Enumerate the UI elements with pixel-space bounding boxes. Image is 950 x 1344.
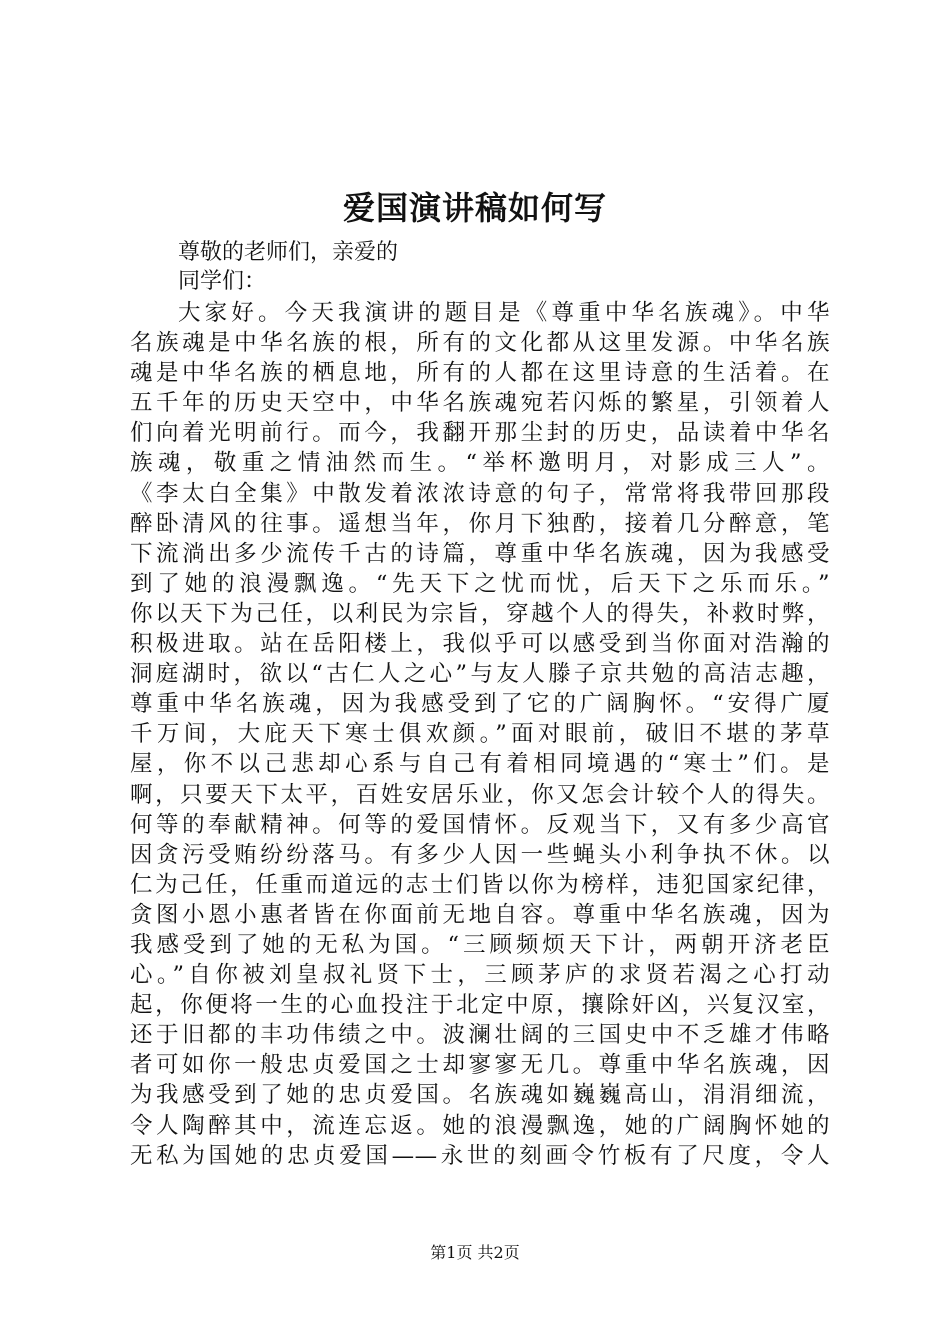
body-line: 《李太白全集》中散发着浓浓诗意的句子，常常将我带回那段 xyxy=(130,480,830,507)
body-line: 醉卧清风的往事。遥想当年，你月下独酌，接着几分醉意，笔 xyxy=(130,510,830,537)
body-line: 魂是中华名族的栖息地，所有的人都在这里诗意的生活着。在 xyxy=(130,360,830,387)
body-line: 啊，只要天下太平，百姓安居乐业，你又怎会计较个人的得失。 xyxy=(130,781,830,808)
body-line: 下流淌出多少流传千古的诗篇，尊重中华名族魂，因为我感受 xyxy=(130,540,830,567)
body-line: 屋，你不以己悲却心系与自己有着相同境遇的“寒士”们。是 xyxy=(130,751,830,778)
body-line: 起，你便将一生的心血投注于北定中原，攘除奸凶，兴复汉室， xyxy=(130,992,830,1019)
body-line: 何等的奉献精神。何等的爱国情怀。反观当下，又有多少高官 xyxy=(130,811,830,838)
body-line: 还于旧都的丰功伟绩之中。波澜壮阔的三国史中不乏雄才伟略 xyxy=(130,1022,830,1049)
greeting-line-2: 同学们： xyxy=(178,269,267,294)
body-line: 洞庭湖时，欲以“古仁人之心”与友人滕子京共勉的高洁志趣， xyxy=(130,661,830,688)
document-title: 爱国演讲稿如何写 xyxy=(342,189,607,227)
body-line: 们向着光明前行。而今，我翻开那尘封的历史，品读着中华名 xyxy=(130,420,830,447)
body-line: 因贪污受贿纷纷落马。有多少人因一些蝇头小利争执不休。以 xyxy=(130,841,830,868)
body-line: 令人陶醉其中，流连忘返。她的浪漫飘逸，她的广阔胸怀她的 xyxy=(130,1112,830,1139)
body-line: 贪图小恩小惠者皆在你面前无地自容。尊重中华名族魂，因为 xyxy=(130,901,830,928)
body-line: 千万间，大庇天下寒士俱欢颜。”面对眼前，破旧不堪的茅草 xyxy=(130,721,830,748)
body-line: 心。”自你被刘皇叔礼贤下士，三顾茅庐的求贤若渴之心打动 xyxy=(130,962,830,989)
body-line: 为我感受到了她的忠贞爱国。名族魂如巍巍高山，涓涓细流， xyxy=(130,1082,830,1109)
body-line: 无私为国她的忠贞爱国——永世的刻画令竹板有了尺度，令人 xyxy=(130,1142,830,1169)
body-line: 族魂，敬重之情油然而生。“举杯邀明月，对影成三人”。 xyxy=(130,450,830,477)
body-text xyxy=(130,298,830,1171)
page-footer: 第1页 共2页 xyxy=(430,1243,520,1262)
body-line: 你以天下为己任，以利民为宗旨，穿越个人的得失，补救时弊， xyxy=(130,600,830,627)
body-line: 名族魂是中华名族的根，所有的文化都从这里发源。中华名族 xyxy=(130,330,830,357)
body-line: 尊重中华名族魂，因为我感受到了它的广阔胸怀。“安得广厦 xyxy=(130,691,830,718)
body-line: 积极进取。站在岳阳楼上，我似乎可以感受到当你面对浩瀚的 xyxy=(130,631,830,658)
body-line: 我感受到了她的无私为国。“三顾频烦天下计，两朝开济老臣 xyxy=(130,931,830,958)
body-line: 仁为己任，任重而道远的志士们皆以你为榜样，违犯国家纪律， xyxy=(130,871,830,898)
body-line: 到了她的浪漫飘逸。“先天下之忧而忧，后天下之乐而乐。” xyxy=(130,570,830,597)
greeting-line-1: 尊敬的老师们，亲爱的 xyxy=(178,240,399,265)
body-line: 五千年的历史天空中，中华名族魂宛若闪烁的繁星，引领着人 xyxy=(130,390,830,417)
body-line: 大家好。今天我演讲的题目是《尊重中华名族魂》。中华 xyxy=(178,300,830,326)
body-line: 者可如你一般忠贞爱国之士却寥寥无几。尊重中华名族魂，因 xyxy=(130,1052,830,1079)
